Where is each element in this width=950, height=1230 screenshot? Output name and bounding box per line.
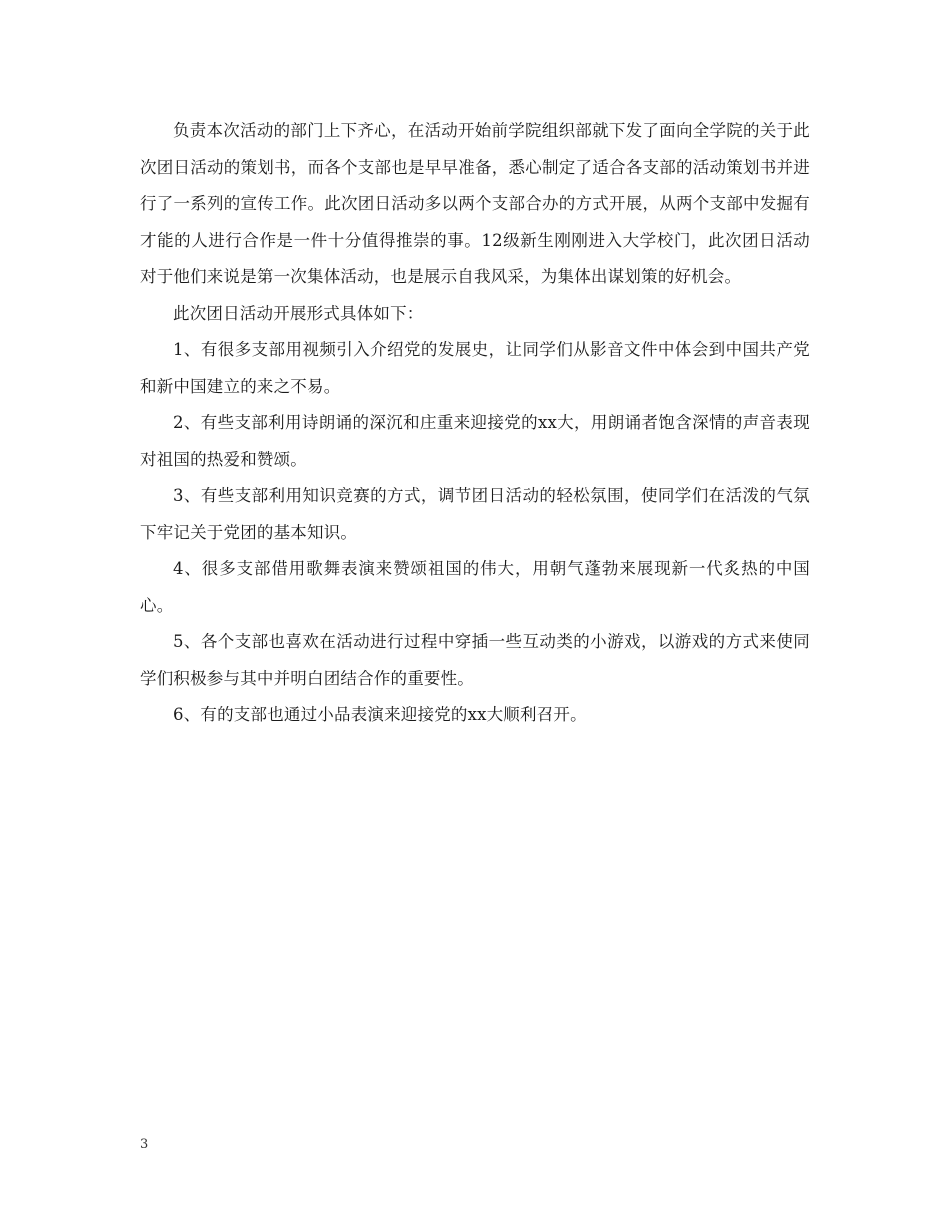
paragraph-intro: 负责本次活动的部门上下齐心，在活动开始前学院组织部就下发了面向全学院的关于此次团日活动的策划书，而各个支部也是早早准备，悉心制定了适合各支部的活动策划书并进行了一系列的宣传工作。此次团日活动多以两个支部合办的方式开展，从两个支部中发掘有才能的人进行合作是一件十分值得推崇的事。12级新生刚刚进入大学校门，此次团日活动对于他们来说是第一次集体活动，也是展示自我风采，为集体出谋划策的好机会。	[140, 121, 810, 286]
list-item-skit: 6、有的支部也通过小品表演来迎接党的xx大顺利召开。	[173, 705, 587, 724]
paragraph-forms-heading: 此次团日活动开展形式具体如下：	[173, 303, 424, 323]
list-item-quiz: 3、有些支部利用知识竞赛的方式，调节团日活动的轻松氛围，使同学们在活泼的气氛下牢记关于党团的基本知识。	[140, 486, 810, 542]
list-item-poetry: 2、有些支部利用诗朗诵的深沉和庄重来迎接党的xx大，用朗诵者饱含深情的声音表现对祖国的热爱和赞颂。	[140, 413, 810, 469]
document-body	[140, 113, 810, 734]
list-item-games: 5、各个支部也喜欢在活动进行过程中穿插一些互动类的小游戏，以游戏的方式来使同学们积极参与其中并明白团结合作的重要性。	[140, 632, 810, 688]
page-number: 3	[140, 1137, 149, 1152]
list-item-video: 1、有很多支部用视频引入介绍党的发展史，让同学们从影音文件中体会到中国共产党和新中国建立的来之不易。	[140, 340, 810, 396]
list-item-dance: 4、很多支部借用歌舞表演来赞颂祖国的伟大，用朝气蓬勃来展现新一代炙热的中国心。	[140, 559, 810, 615]
